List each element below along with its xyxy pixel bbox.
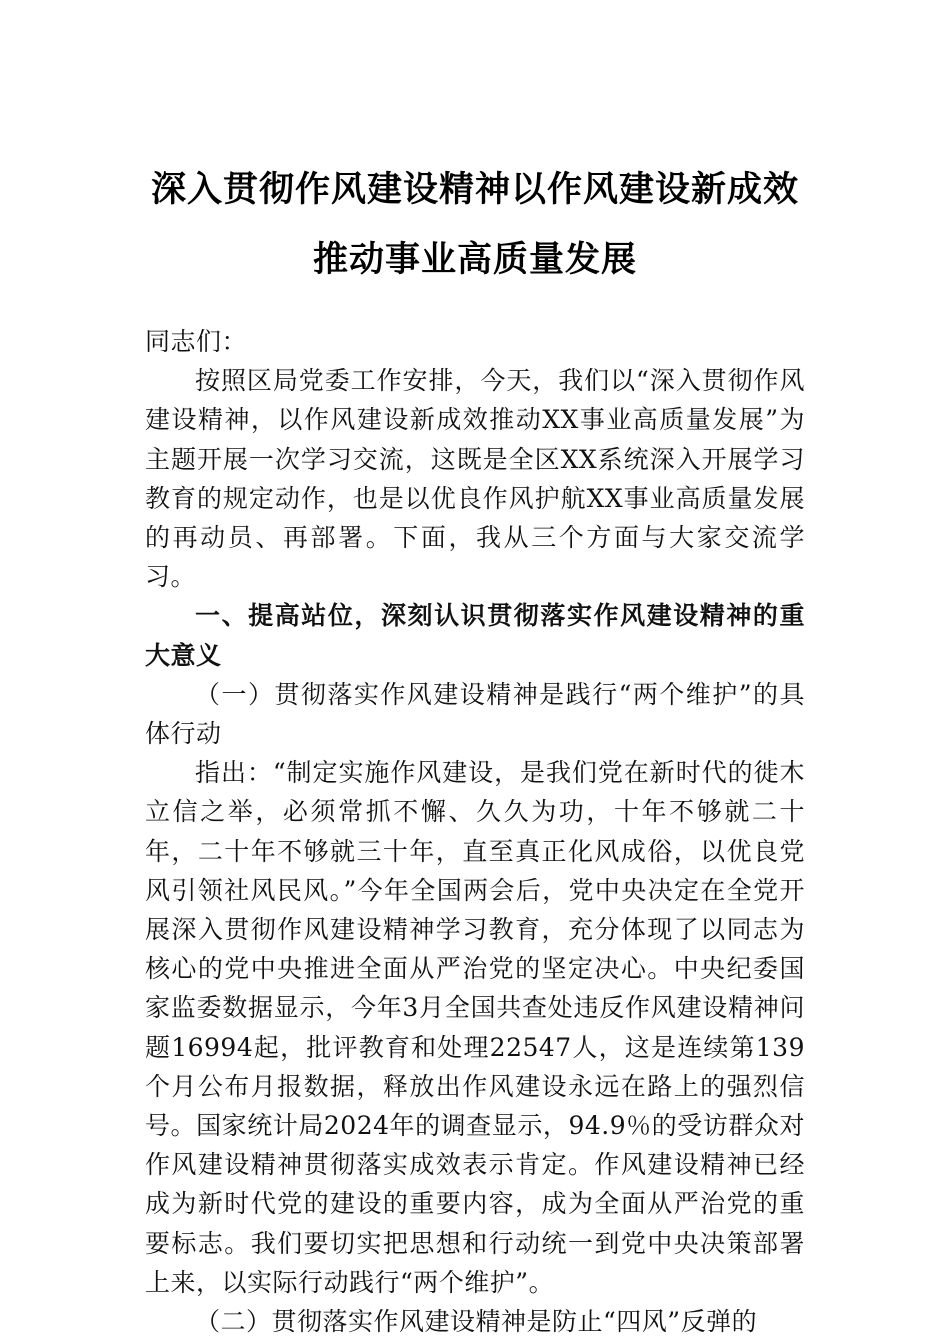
subsection-2-heading: （二）贯彻落实作风建设精神是防止“四风”反弹的	[195, 1307, 758, 1337]
intro-paragraph: 按照区局党委工作安排，今天，我们以“深入贯彻作风建设精神，以作风建设新成效推动XX事业高质量发展”为主题开展一次学习交流，这既是全区XX系统深入开展学习教育的规定动作，也是以优良作风护航XX事业高质量发展的再动员、再部署。下面，我从三个方面与大家交流学习。	[145, 366, 805, 592]
subsection-1-heading: （一）贯彻落实作风建设精神是践行“两个维护”的具体行动	[145, 679, 805, 749]
salutation: 同志们：	[145, 327, 248, 356]
document-title-line-2: 推动事业高质量发展	[312, 239, 637, 280]
document-title-line-1: 深入贯彻作风建设精神以作风建设新成效	[150, 169, 799, 210]
section-1-heading: 一、提高站位，深刻认识贯彻落实作风建设精神的重大意义	[145, 601, 805, 670]
document-body	[145, 322, 805, 1341]
subsection-1-paragraph: 指出：“制定实施作风建设，是我们党在新时代的徙木立信之举，必须常抓不懈、久久为功，十年不够就二十年，二十年不够就三十年，直至真正化风成俗，以优良党风引领社风民风。”今年全国两会后，党中央决定在全党开展深入贯彻作风建设精神学习教育，充分体现了以同志为核心的党中央推进全面从严治党的坚定决心。中央纪委国家监委数据显示，今年3月全国共查处违反作风建设精神问题16994起，批评教育和处理22547人，这是连续第139个月公布月报数据，释放出作风建设永远在路上的强烈信号。国家统计局2024年的调查显示，94.9％的受访群众对作风建设精神贯彻落实成效表示肯定。作风建设精神已经成为新时代党的建设的重要内容，成为全面从严治党的重要标志。我们要切实把思想和行动统一到党中央决策部署上来，以实际行动践行“两个维护”。	[145, 758, 805, 1297]
